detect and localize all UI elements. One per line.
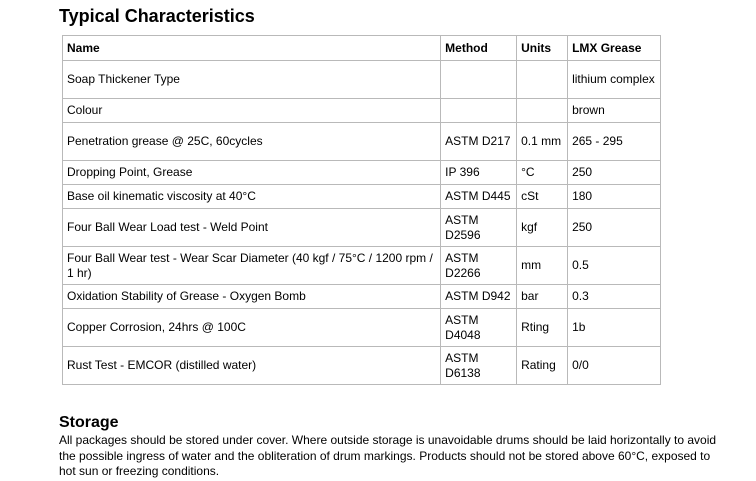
cell-method: ASTM D6138 <box>441 347 517 385</box>
table-row <box>63 309 661 347</box>
cell-value: 180 <box>568 185 661 209</box>
table-row <box>63 123 661 161</box>
cell-method <box>441 99 517 123</box>
cell-method: ASTM D4048 <box>441 309 517 347</box>
cell-units <box>517 99 568 123</box>
cell-name: Oxidation Stability of Grease - Oxygen Bomb <box>63 285 441 309</box>
cell-method: ASTM D942 <box>441 285 517 309</box>
cell-name: Base oil kinematic viscosity at 40°C <box>63 185 441 209</box>
table-header-row <box>63 36 661 61</box>
cell-units: cSt <box>517 185 568 209</box>
cell-value: 0.5 <box>568 247 661 285</box>
table-row <box>63 61 661 99</box>
cell-method: ASTM D2266 <box>441 247 517 285</box>
cell-method: ASTM D217 <box>441 123 517 161</box>
cell-value: brown <box>568 99 661 123</box>
table-row <box>63 209 661 247</box>
cell-name: Copper Corrosion, 24hrs @ 100C <box>63 309 441 347</box>
column-header-lmx-grease: LMX Grease <box>568 36 661 61</box>
table-row <box>63 347 661 385</box>
cell-units: bar <box>517 285 568 309</box>
cell-name: Rust Test - EMCOR (distilled water) <box>63 347 441 385</box>
column-header-name: Name <box>63 36 441 61</box>
cell-units: °C <box>517 161 568 185</box>
cell-units: Rating <box>517 347 568 385</box>
section-title-storage: Storage <box>59 414 119 431</box>
cell-method: ASTM D445 <box>441 185 517 209</box>
cell-method <box>441 61 517 99</box>
cell-name: Four Ball Wear Load test - Weld Point <box>63 209 441 247</box>
table-row <box>63 161 661 185</box>
cell-method: ASTM D2596 <box>441 209 517 247</box>
column-header-method: Method <box>441 36 517 61</box>
section-title-typical-characteristics: Typical Characteristics <box>59 6 255 26</box>
table-row <box>63 99 661 123</box>
cell-name: Dropping Point, Grease <box>63 161 441 185</box>
cell-units: kgf <box>517 209 568 247</box>
storage-paragraph: All packages should be stored under cover. Where outside storage is unavoidable drums should be laid horizontally to avoid the possible ingress of water and the obliteration of drum markings. Products should not be stored above 60°C, exposed to hot sun or freezing conditions. <box>59 433 717 478</box>
cell-value: 265 - 295 <box>568 123 661 161</box>
cell-value: 250 <box>568 161 661 185</box>
cell-name: Penetration grease @ 25C, 60cycles <box>63 123 441 161</box>
table-row <box>63 285 661 309</box>
cell-value: 0/0 <box>568 347 661 385</box>
column-header-units: Units <box>517 36 568 61</box>
cell-units: Rting <box>517 309 568 347</box>
table-row <box>63 247 661 285</box>
cell-value: 0.3 <box>568 285 661 309</box>
cell-units: mm <box>517 247 568 285</box>
cell-units <box>517 61 568 99</box>
cell-name: Colour <box>63 99 441 123</box>
table-row <box>63 185 661 209</box>
cell-value: 1b <box>568 309 661 347</box>
cell-method: IP 396 <box>441 161 517 185</box>
cell-name: Four Ball Wear test - Wear Scar Diameter (40 kgf / 75°C / 1200 rpm / 1 hr) <box>63 247 441 285</box>
cell-value: 250 <box>568 209 661 247</box>
characteristics-table <box>62 35 661 385</box>
cell-units: 0.1 mm <box>517 123 568 161</box>
cell-name: Soap Thickener Type <box>63 61 441 99</box>
cell-value: lithium complex <box>568 61 661 99</box>
